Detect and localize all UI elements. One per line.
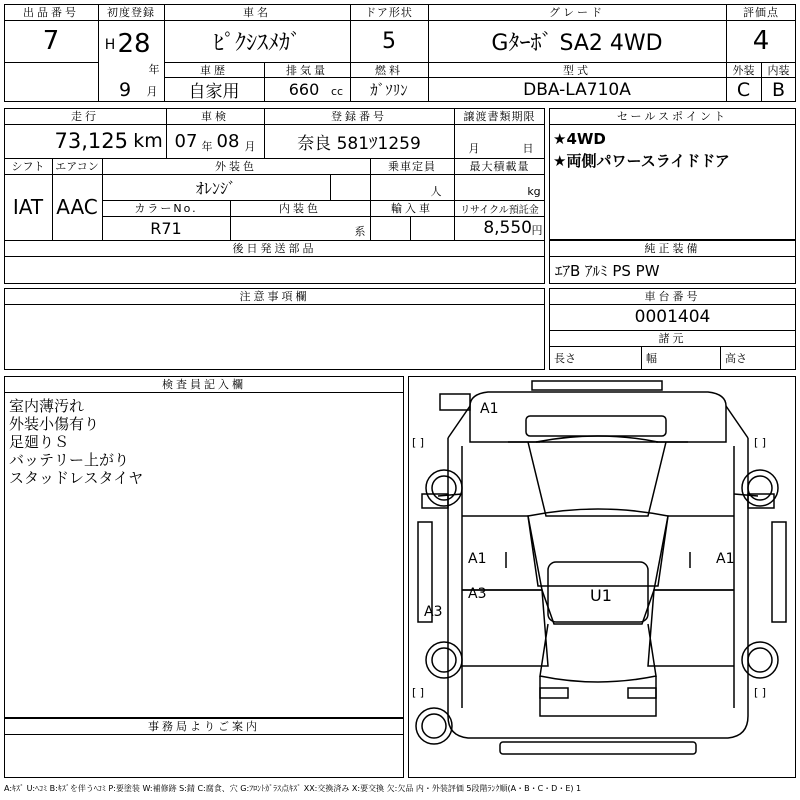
insp-month-unit: 月	[244, 140, 256, 153]
inspector-label: 検査員記入欄	[162, 378, 246, 391]
import-label: 輸入車	[391, 202, 433, 215]
equipment-value: ｴｱB ｱﾙﾐ PS PW	[555, 261, 660, 280]
reg-no-label: 登録番号	[331, 110, 387, 123]
ac-label: エアコン	[55, 160, 99, 173]
ext-label: 外装	[732, 63, 755, 77]
sales-label: セールスポイント	[616, 110, 728, 123]
int-label: 内装	[767, 63, 790, 77]
first-reg-month: 9	[118, 80, 132, 100]
mileage-unit: km	[133, 130, 163, 152]
legend: A:ｷｽﾞ U:ﾍｺﾐ B:ｷｽﾞを伴うﾍｺﾐ P:要塗装 W:補修跡 S:錆 C:腐食、穴 G:ﾌﾛﾝﾄｶﾞﾗｽ点ｷｽﾞ XX:交換済み X:要交換 欠:欠品 内・外装評価 5段階ﾗﾝｸ順(A・B・C・D・E) 1	[4, 783, 582, 793]
color-no-value: R71	[150, 218, 182, 238]
fuel-value: ｶﾞｿﾘﾝ	[370, 81, 408, 99]
score-label: 評価点	[743, 6, 779, 19]
bracket-front-right: [ ]	[754, 436, 767, 449]
mark-left-rear: A3	[468, 586, 487, 602]
recycle-unit: 円	[531, 224, 543, 237]
equipment-label: 純正装備	[644, 242, 701, 255]
inspection-label: 車検	[201, 110, 229, 123]
int-color-unit: 系	[354, 225, 366, 238]
reg-no-value: 奈良 581ﾂ1259	[297, 133, 421, 154]
insp-year-unit: 年	[201, 140, 213, 153]
mileage-label: 走行	[71, 110, 99, 123]
bracket-rear-right: [ ]	[754, 686, 767, 699]
int-value: B	[771, 78, 786, 101]
inspection-year: 07	[174, 130, 198, 152]
inspector-line-5: スタッドレスタイヤ	[9, 468, 144, 486]
year-unit: 年	[148, 63, 160, 76]
load-label: 最大積載量	[469, 160, 530, 173]
shift-label: シフト	[11, 160, 45, 173]
mileage-value: 73,125	[54, 129, 128, 153]
capacity-unit: 人	[430, 185, 442, 198]
mark-roof: U1	[590, 586, 612, 605]
transfer-label: 譲渡書類期限	[463, 110, 536, 123]
car-name-label: 車名	[243, 6, 271, 19]
car-name: ﾋﾟｸｼｽﾒｶﾞ	[212, 30, 301, 56]
shift-value: IAT	[12, 195, 44, 219]
sales-point-1: ★4WD	[553, 130, 606, 148]
inspection-month: 08	[216, 130, 240, 152]
first-reg-year: 28	[117, 29, 151, 59]
bracket-front-left: [ ]	[412, 436, 425, 449]
later-parts-label: 後日発送部品	[232, 242, 317, 255]
model-label: 型式	[563, 63, 591, 77]
first-reg-label: 初度登録	[107, 6, 155, 19]
transfer-month-unit: 月	[468, 142, 480, 155]
ext-value: C	[736, 78, 751, 101]
inspector-line-4: バッテリー上がり	[9, 450, 130, 468]
month-unit: 月	[146, 85, 158, 98]
door-value: 5	[382, 28, 396, 54]
color-label: 外装色	[215, 160, 257, 173]
lot-value: 7	[42, 26, 60, 56]
capacity-label: 乗車定員	[388, 160, 436, 173]
door-label: ドア形状	[365, 6, 413, 19]
transfer-day-unit: 日	[522, 142, 534, 155]
ac-value: AAC	[56, 195, 98, 219]
car-diagram	[408, 376, 796, 778]
displacement-label: 排気量	[286, 63, 328, 77]
lot-label: 出品番号	[23, 6, 79, 19]
mark-front: A1	[480, 401, 499, 417]
specs-label: 諸元	[658, 332, 687, 345]
sales-point-2: ★両側パワースライドドア	[553, 151, 730, 169]
color-value: ｵﾚﾝｼﾞ	[195, 178, 236, 198]
chassis-value: 0001404	[634, 307, 711, 327]
score-value: 4	[752, 26, 770, 56]
model-value: DBA-LA710A	[523, 79, 631, 100]
color-no-label: カラーNo.	[134, 202, 198, 215]
width-label: 幅	[646, 352, 657, 365]
inspector-line-1: 室内薄汚れ	[9, 396, 85, 414]
mark-left-door: A1	[468, 551, 487, 567]
history-label: 車歴	[200, 63, 228, 77]
history-value: 自家用	[188, 82, 240, 102]
load-unit: kg	[527, 184, 541, 198]
chassis-label: 車台番号	[644, 290, 701, 303]
era: H	[104, 37, 116, 53]
mark-left-quarter: A3	[424, 604, 443, 620]
inspector-line-3: 足廻りＳ	[9, 432, 70, 450]
grade-value: Gﾀｰﾎﾞ SA2 4WD	[491, 30, 663, 56]
fuel-label: 燃料	[375, 63, 403, 77]
grade-label: グレード	[549, 6, 605, 19]
length-label: 長さ	[554, 352, 576, 365]
int-color-label: 内装色	[279, 202, 321, 215]
inspector-line-2: 外装小傷有り	[9, 414, 100, 432]
mark-right-door: A1	[716, 551, 735, 567]
height-label: 高さ	[725, 352, 747, 365]
office-label: 事務局よりご案内	[148, 720, 260, 733]
bracket-rear-left: [ ]	[412, 686, 425, 699]
displacement-unit: cc	[330, 84, 344, 98]
sales-point-box	[549, 108, 796, 240]
displacement-value: 660	[288, 80, 320, 99]
recycle-value: 8,550	[483, 218, 532, 238]
notes-label: 注意事項欄	[239, 290, 310, 303]
recycle-label: リサイクル預託金	[460, 204, 539, 216]
